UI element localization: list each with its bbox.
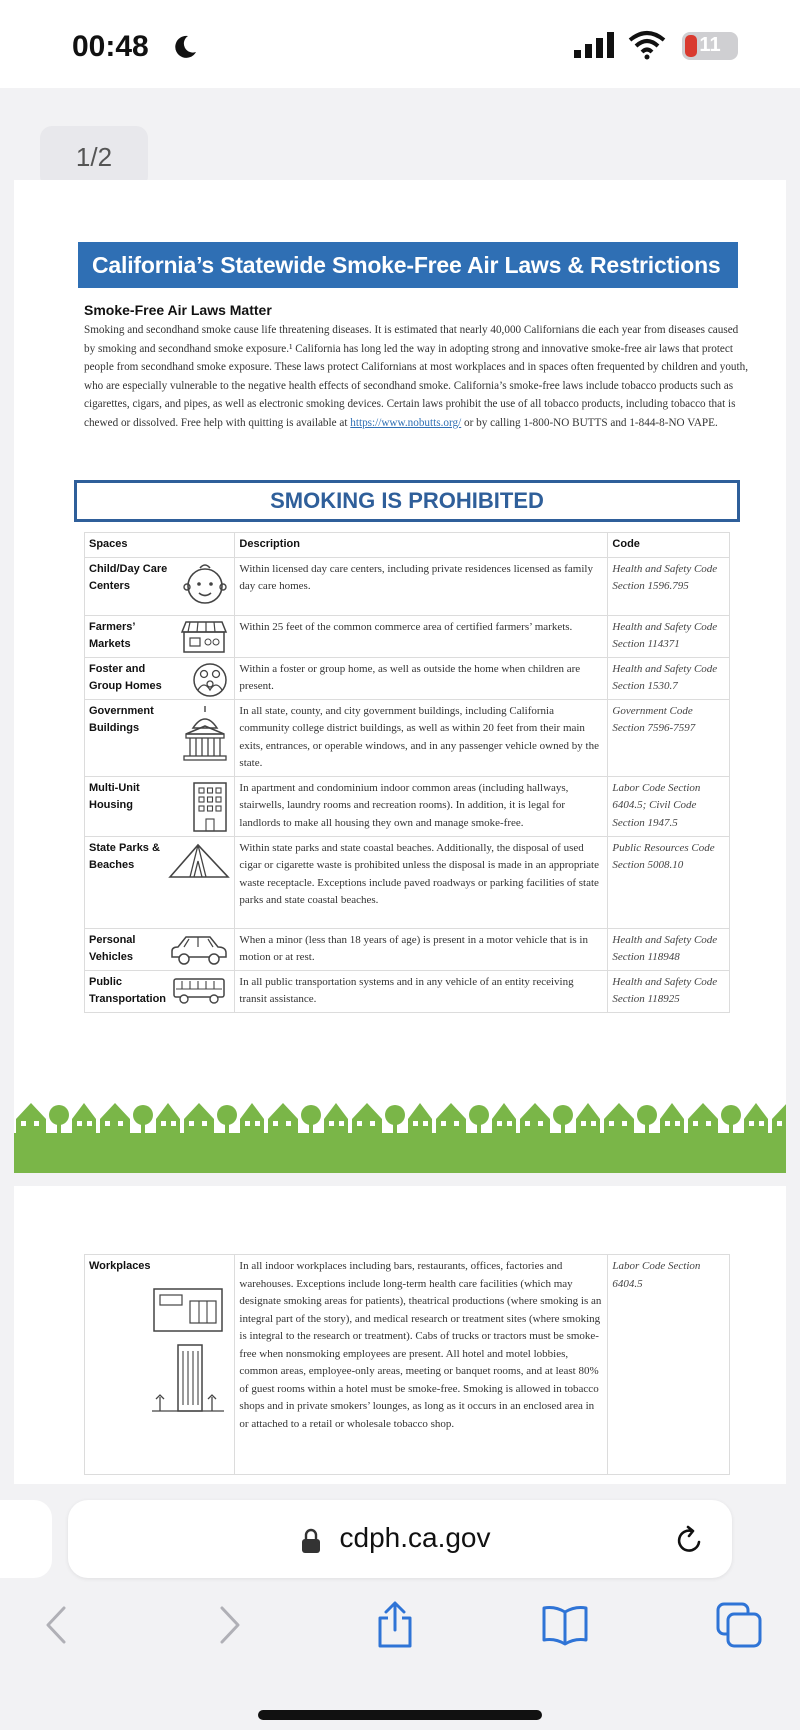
row-space — [85, 928, 235, 970]
table-row — [85, 836, 730, 928]
space-label: Farmers’ Markets — [89, 620, 135, 650]
table-row — [85, 928, 730, 970]
row-description: Within 25 feet of the common commerce area of certified farmers’ markets. — [235, 615, 608, 657]
rules-table — [84, 532, 730, 1013]
row-code: Health and Safety Code Section 1530.7 — [608, 657, 730, 699]
row-space — [85, 1255, 235, 1475]
intro-paragraph — [84, 321, 748, 432]
row-description: In all state, county, and city government buildings, including California community college district buildings, as well as within 20 feet from their main exits, entrances, or operable windows, and in any passenger vehicle owned by the state. — [235, 699, 608, 776]
table-row — [85, 776, 730, 836]
space-label: Multi-Unit Housing — [89, 781, 140, 811]
back-icon[interactable] — [32, 1600, 82, 1650]
table-row — [85, 970, 730, 1012]
row-code: Health and Safety Code Section 114371 — [608, 615, 730, 657]
space-label: Workplaces — [89, 1260, 151, 1272]
table-row — [85, 657, 730, 699]
address-bar[interactable] — [68, 1500, 732, 1578]
row-description: In apartment and condominium indoor common areas (including hallways, stairwells, laundry rooms and recreation rooms). In addition, it is legal for landlords to make all housing they own and manage smoke-free. — [235, 776, 608, 836]
home-indicator — [258, 1710, 542, 1720]
row-space — [85, 657, 235, 699]
office-building-icon — [150, 1285, 226, 1415]
battery-level: 11 — [699, 34, 721, 56]
table-row — [85, 699, 730, 776]
rules-table-page-2 — [84, 1254, 730, 1475]
moon-icon — [172, 34, 198, 60]
nobutts-link[interactable]: https://www.nobutts.org/ — [350, 416, 462, 429]
reload-icon[interactable] — [674, 1524, 706, 1556]
forward-icon[interactable] — [204, 1600, 254, 1650]
bookmarks-icon[interactable] — [540, 1600, 590, 1650]
row-description: Within a foster or group home, as well as outside the home when children are present. — [235, 657, 608, 699]
row-code: Health and Safety Code Section 1596.795 — [608, 557, 730, 615]
tent-icon — [168, 841, 230, 881]
row-description: Within licensed day care centers, including private residences licensed as family day care homes. — [235, 557, 608, 615]
row-space — [85, 557, 235, 615]
row-code: Government Code Section 7596-7597 — [608, 699, 730, 776]
prohibited-heading: SMOKING IS PROHIBITED — [74, 480, 740, 522]
row-space — [85, 699, 235, 776]
status-bar — [0, 0, 800, 88]
space-label: Government Buildings — [89, 704, 154, 734]
bus-icon — [168, 975, 230, 1007]
share-icon[interactable] — [370, 1600, 420, 1650]
row-space — [85, 615, 235, 657]
neighborhood-illustration — [14, 1085, 786, 1173]
document-page-1[interactable] — [14, 180, 786, 1173]
space-label: Personal Vehicles — [89, 933, 136, 963]
row-code: Health and Safety Code Section 118925 — [608, 970, 730, 1012]
row-code: Labor Code Section 6404.5; Civil Code Section 1947.5 — [608, 776, 730, 836]
status-time: 00:48 — [72, 30, 149, 63]
space-label: Foster and Group Homes — [89, 662, 162, 692]
row-code: Labor Code Section 6404.5 — [608, 1255, 730, 1475]
battery-icon — [682, 32, 738, 60]
header-description: Description — [235, 533, 608, 558]
table-row — [85, 615, 730, 657]
baby-face-icon — [180, 562, 230, 610]
row-description: Within state parks and state coastal beaches. Additionally, the disposal of used cigar or cigarette waste is prohibited unless the disposal is made in an appropriate waste receptacle. Exceptions include paved roadways or parking facilities of state parks and state coastal beaches. — [235, 836, 608, 928]
table-row — [85, 1255, 730, 1475]
header-spaces: Spaces — [85, 533, 235, 558]
space-label: State Parks & Beaches — [89, 841, 160, 871]
apartment-building-icon — [190, 781, 230, 833]
row-space — [85, 776, 235, 836]
row-code: Health and Safety Code Section 118948 — [608, 928, 730, 970]
space-label: Child/Day Care Centers — [89, 562, 168, 592]
market-stall-icon — [178, 620, 230, 656]
url-text[interactable] — [68, 1522, 732, 1554]
table-row — [85, 557, 730, 615]
row-code: Public Resources Code Section 5008.10 — [608, 836, 730, 928]
url-value: cdph.ca.gov — [339, 1522, 491, 1553]
cellular-signal-icon — [572, 30, 622, 60]
intro-heading: Smoke-Free Air Laws Matter — [84, 302, 272, 318]
header-code: Code — [608, 533, 730, 558]
car-icon — [168, 933, 230, 967]
family-icon — [190, 662, 230, 698]
capitol-building-icon — [180, 704, 230, 762]
intro-text: Smoking and secondhand smoke cause life threatening diseases. It is estimated that nearly 40,000 Californians die each year from diseases caused by smoking and secondhand smoke exposure.¹ California has long led the way in adopting strong and innovative smoke-free air laws that protect people from secondhand smoke exposure. These laws protect Californians at most workplaces and in spaces often frequented by children and youth, who are especially vulnerable to the negative health effects of secondhand smoke. California’s smoke-free laws include tobacco products such as cigarettes, cigars, and pipes, as well as electronic smoking devices. Certain laws prohibit the use of all tobacco products, including tobacco that is chewed or dissolved. Free help with quitting is available at — [84, 324, 749, 429]
space-label: Public Transportation — [89, 975, 167, 1005]
row-description: In all indoor workplaces including bars, restaurants, offices, factories and warehouses. Exceptions include long-term health care facilities (which may designate smoking areas for patients), theatrical productions (where smoking is an integral part of the story), and medical research or treatment sites (where smoking is integral to the research or treatment). Cabs of trucks or tractors must be smoke-free when nonsmoking employees are present. All hotel and motel lobbies, common areas, employee-only areas, meeting or banquet rooms, and at least 80% of guest rooms within a hotel must be smoke-free. Smoking is allowed in tobacco shops and in private smokers’ lounges, as long as it occurs in an enclosed area in or attached to a retail or wholesale tobacco shop. — [235, 1255, 608, 1475]
document-title: California’s Statewide Smoke-Free Air Laws & Restrictions — [78, 242, 738, 288]
previous-tab-edge[interactable] — [0, 1500, 52, 1578]
row-description: When a minor (less than 18 years of age) is present in a motor vehicle that is in motion or at rest. — [235, 928, 608, 970]
table-header-row — [85, 533, 730, 558]
document-page-2[interactable] — [14, 1186, 786, 1486]
tabs-icon[interactable] — [714, 1600, 764, 1650]
intro-text-end: or by calling 1-800-NO BUTTS and 1-844-8-NO VAPE. — [461, 416, 718, 429]
row-space — [85, 970, 235, 1012]
wifi-icon — [628, 30, 666, 60]
page-indicator: 1/2 — [40, 126, 148, 188]
row-space — [85, 836, 235, 928]
row-description: In all public transportation systems and in any vehicle of an entity receiving transit assistance. — [235, 970, 608, 1012]
